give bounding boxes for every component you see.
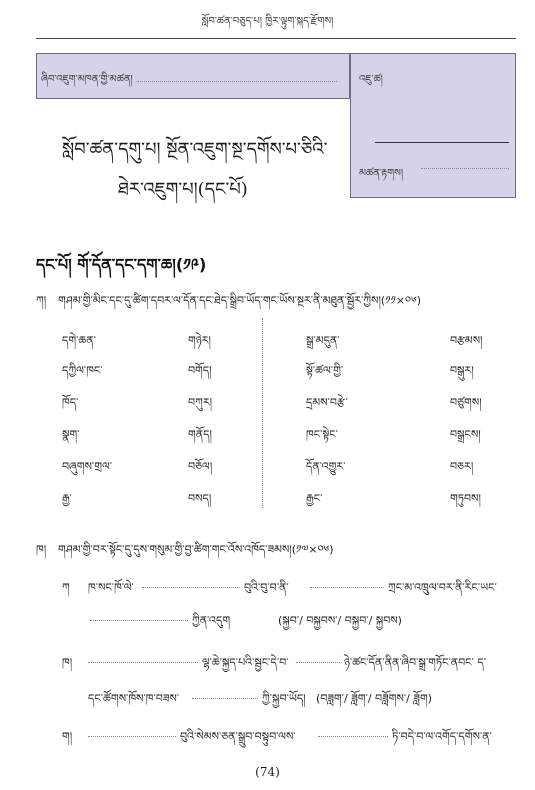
lesson-title-line1: སློབ་ཚན་དགུ་པ། སྔོན་འཇུག་སྔ་དགོས་པ་ཅིའི་ — [62, 139, 328, 160]
item-options: (སྐྱབ་/ བསྐྱབས་/ བསྐྱབ་/ སྐྱབས) — [278, 614, 402, 627]
item-text: བུའི་སེམས་ཅན་སྒྲུབ་བསྟུབ་ལས་ — [180, 730, 296, 743]
vocab-cell: ཁང་སྟེང་ — [306, 428, 338, 441]
question-kha-text: གཤམ་གྱི་བར་སྟོང་དུ་དུས་གསུམ་གྱི་བྱ་ཚིག་གང་འོས་འཁོད་ཟམས།(༡༧×༠༦) — [58, 543, 334, 556]
section-heading: དང་པོ། གོ་དོན་དང་དག་ཆ།(༡༩) — [36, 255, 207, 274]
item-number: ཀ — [62, 581, 70, 594]
vocab-cell: བསྒྲངས། — [450, 428, 481, 441]
fill-blank[interactable] — [142, 587, 240, 588]
question-kha-marker: ཁ། — [36, 543, 47, 556]
vocab-cell: བགོད། — [188, 364, 212, 377]
fill-blank[interactable] — [310, 587, 384, 588]
item-options: (བཟླག་/ ཟློག་/ བཟློགས་/ ཟློག) — [316, 692, 432, 705]
vocab-divider — [262, 318, 263, 508]
vocab-cell: གཉེར། — [188, 334, 211, 347]
item-text: ཉེ་ཚང་དོན་ནིན་ཞིབ་སྒྲ་གཏོང་ནབང་ ད་ — [344, 656, 487, 669]
vocab-cell: བརྩམས། — [450, 334, 483, 347]
question-ka-text: གཤམ་གྱི་མིང་དང་དུ་ཚིག་དབར་ལ་དོན་དང་ཐེད་སྒྲིབ་ཡོད་གང་ཡོས་སྔར་ནི་མཐུན་སྦྱོར་ཀྱིས།(༡༡×༠༦) — [58, 294, 422, 307]
item-text: བུའི་བུ་བ་ནི་ — [244, 581, 289, 594]
student-name-label: ཞིབ་འཇུག་མཁན་གྱི་མཚན། — [41, 74, 133, 85]
vocab-cell: དྲམས་བརྩེ་ — [306, 396, 348, 409]
vocab-cell: བཅར། — [450, 460, 474, 473]
fill-blank[interactable] — [88, 662, 198, 663]
vocab-cell: བཀུར། — [188, 396, 213, 409]
vocab-cell: དོན་འགྱུར་ — [306, 460, 346, 473]
item-text: ཀྲང་མ་འཁྲུལ་བར་ནི་རིང་ཡང་ — [388, 581, 497, 594]
fill-blank[interactable] — [90, 620, 188, 621]
vocab-cell: གནོད། — [188, 428, 212, 441]
vocab-cell: བཙུགས། — [450, 396, 482, 409]
grade-label: འཇུ་ཚ། — [359, 74, 383, 85]
question-ka-marker: ཀ། — [36, 294, 47, 307]
vocab-cell: བཅོལ། — [188, 460, 213, 473]
fill-blank[interactable] — [192, 698, 258, 699]
item-text: ཁ་སང་ཁོ་ལེ་ — [88, 581, 134, 594]
student-info-box — [36, 53, 350, 99]
vocab-cell: སྟོ་ཚལ་གྱི་ — [306, 364, 344, 377]
page-number: (74) — [255, 765, 280, 779]
vocab-cell: སྣག་ — [62, 428, 80, 441]
student-name-field[interactable] — [137, 81, 337, 82]
vocab-cell: བསྒུར། — [450, 364, 474, 377]
score-box — [350, 53, 516, 198]
vocab-cell: རྒྱང་ — [306, 492, 323, 505]
score-field[interactable] — [421, 168, 509, 169]
lesson-title-line2: ཐེར་འཇུག་པ།(དང་པོ) — [118, 179, 248, 200]
score-label: མཚན་རྟགས། — [359, 168, 404, 179]
vocab-cell: དཀྱིལ་ཁང་ — [62, 364, 103, 377]
vocab-cell: དགེ་ཆན་ — [62, 334, 96, 347]
vocab-cell: སྒྲ་མདུན་ — [306, 334, 340, 347]
grade-line[interactable] — [375, 142, 509, 143]
header-rule — [36, 38, 516, 39]
fill-blank[interactable] — [88, 736, 176, 737]
fill-blank[interactable] — [318, 736, 388, 737]
vocab-cell: གཏུབས། — [450, 492, 481, 505]
vocab-cell: རྒྱ་ — [62, 492, 72, 505]
item-number: ག། — [62, 730, 73, 743]
item-text: ཀྱི་སྐྱབ་ཡོད། — [262, 692, 306, 705]
item-text: དང་ཚོགས་ཁོས་ཁ་བཟས་ — [88, 692, 180, 705]
vocab-cell: བཞུགས་གྲལ་ — [62, 460, 113, 473]
item-text: ཏི་བདེ་བ་ལ་འགོད་དགོས་ན་ — [392, 730, 492, 743]
vocab-cell: ཁོད་ — [62, 396, 79, 409]
item-text: ཀྱིན་འདུག — [192, 614, 231, 627]
fill-blank[interactable] — [296, 662, 340, 663]
running-header: སློབ་ཚན་བཅུད་པ། ཁྱིར་ལྟུག་སྐད་རྫོགས། — [201, 16, 334, 27]
item-number: ཁ། — [62, 656, 73, 669]
vocab-cell: བསད། — [188, 492, 212, 505]
item-text: ལྷ་ཆེ་སྐྱད་པའི་སྦྱང་དེ་བ་ — [202, 656, 289, 669]
